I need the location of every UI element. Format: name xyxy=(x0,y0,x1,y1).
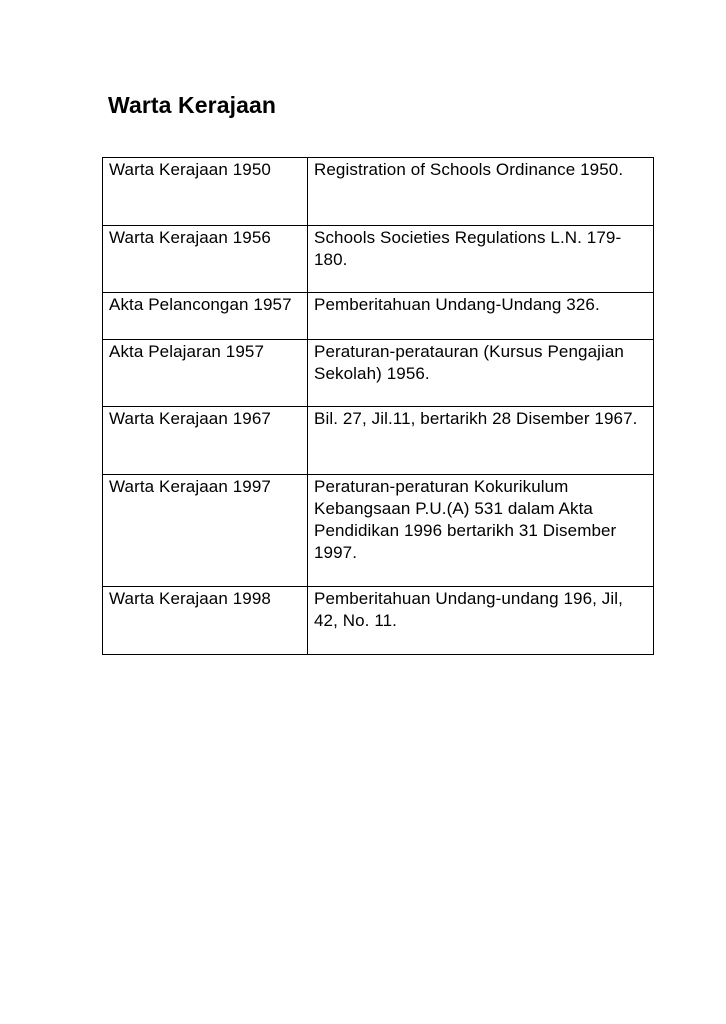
table-row xyxy=(103,340,654,407)
table-row xyxy=(103,293,654,340)
source-cell: Akta Pelajaran 1957 xyxy=(103,340,308,407)
table-row xyxy=(103,475,654,587)
detail-cell: Pemberitahuan Undang-Undang 326. xyxy=(308,293,654,340)
detail-cell: Bil. 27, Jil.11, bertarikh 28 Disember 1967. xyxy=(308,407,654,475)
source-cell: Warta Kerajaan 1998 xyxy=(103,587,308,655)
table-row xyxy=(103,407,654,475)
page-title: Warta Kerajaan xyxy=(108,92,277,118)
source-cell: Warta Kerajaan 1997 xyxy=(103,475,308,587)
references-table xyxy=(102,157,654,655)
source-cell: Warta Kerajaan 1956 xyxy=(103,226,308,293)
source-cell: Warta Kerajaan 1967 xyxy=(103,407,308,475)
source-cell: Warta Kerajaan 1950 xyxy=(103,158,308,226)
detail-cell: Schools Societies Regulations L.N. 179-180. xyxy=(308,226,654,293)
table-row xyxy=(103,587,654,655)
detail-cell: Pemberitahuan Undang-undang 196, Jil, 42, No. 11. xyxy=(308,587,654,655)
detail-cell: Peraturan-peraturan Kokurikulum Kebangsaan P.U.(A) 531 dalam Akta Pendidikan 1996 bertarikh 31 Disember 1997. xyxy=(308,475,654,587)
table-row xyxy=(103,226,654,293)
table-row xyxy=(103,158,654,226)
detail-cell: Registration of Schools Ordinance 1950. xyxy=(308,158,654,226)
source-cell: Akta Pelancongan 1957 xyxy=(103,293,308,340)
detail-cell: Peraturan-peratauran (Kursus Pengajian Sekolah) 1956. xyxy=(308,340,654,407)
